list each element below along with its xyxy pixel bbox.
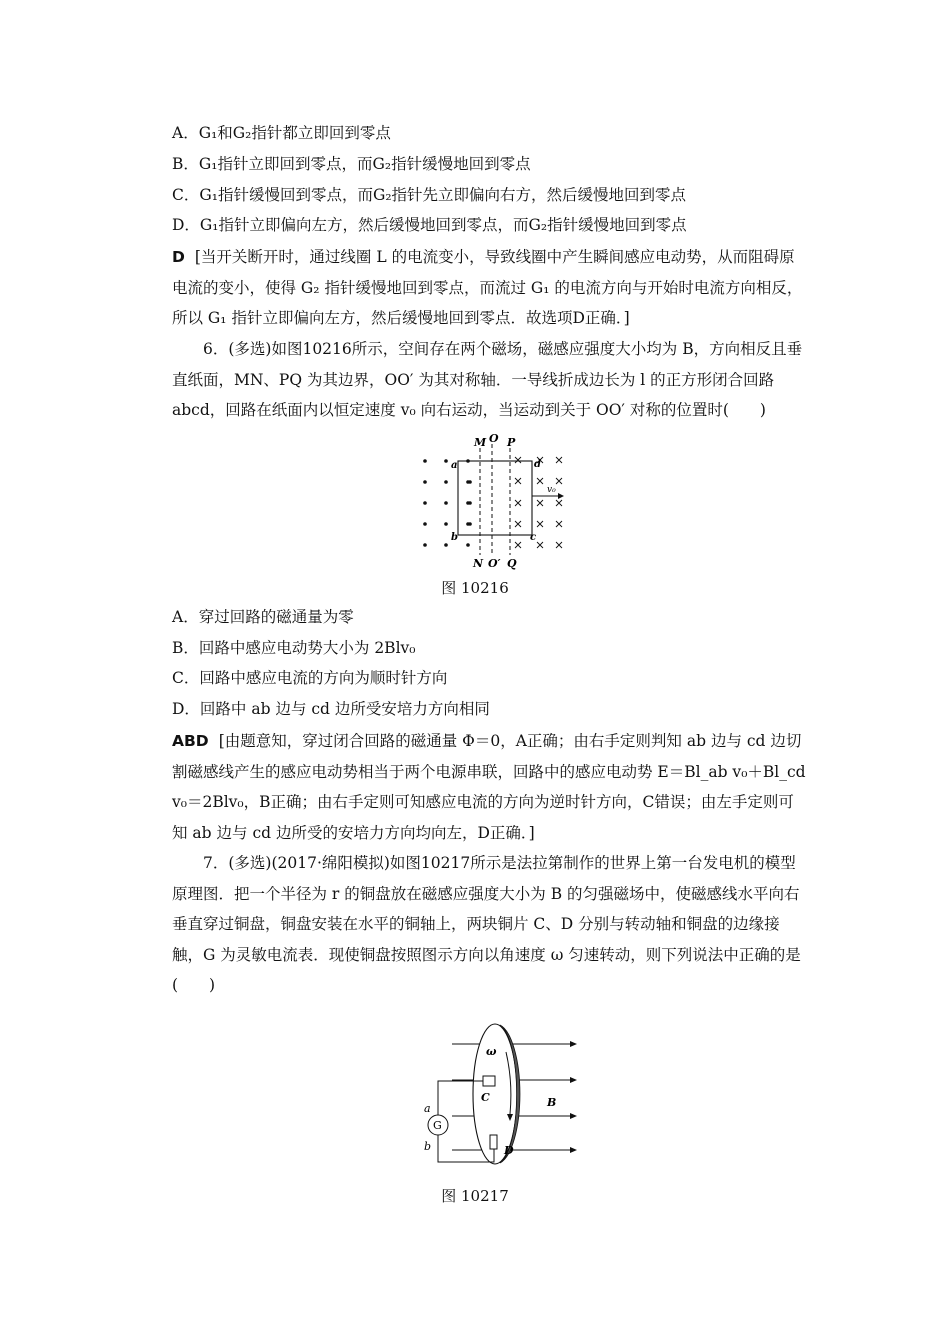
q6-option-d: D．回路中 ab 边与 cd 边所受安培力方向相同	[172, 700, 490, 718]
label-O: O	[489, 432, 499, 445]
label-C: C	[481, 1091, 490, 1104]
label-D: D	[504, 1144, 514, 1157]
figure-10216-caption: 图 10216	[441, 579, 509, 597]
q6-option-b: B．回路中感应电动势大小为 2Blv₀	[172, 639, 416, 657]
figure-10216	[410, 430, 580, 570]
dots-left	[423, 459, 470, 547]
figure-10217	[410, 1022, 590, 1172]
q7-stem: 7．(多选)(2017·绵阳模拟)如图10217所示是法拉第制作的世界上第一台发电机的模型原理图．把一个半径为 r 的铜盘放在磁感应强度大小为 B 的匀强磁场中，使磁感线水平向右垂直穿过铜盘，铜盘安装在水平的铜轴上，两块铜片 C、D 分别与转动轴和铜盘的边缘接触，G 为灵敏电流表．现使铜盘按照图示方向以角速度 ω 匀速转动，则下列说法中正确的是( )	[172, 854, 801, 994]
q6-option-a: A．穿过回路的磁通量为零	[172, 608, 354, 626]
label-d: d	[534, 459, 541, 470]
q5-option-a: A．G₁和G₂指针都立即回到零点	[172, 124, 391, 142]
label-a: a	[424, 1102, 431, 1115]
brush-c	[483, 1076, 495, 1086]
label-c: c	[530, 532, 537, 543]
q5-option-c: C．G₁指针缓慢回到零点，而G₂指针先立即偏向右方，然后缓慢地回到零点	[172, 186, 687, 204]
label-b: b	[451, 532, 458, 543]
label-Q: Q	[507, 557, 517, 570]
label-P: P	[507, 436, 516, 449]
q6-explanation: [由题意知，穿过闭合回路的磁通量 Φ＝0，A正确；由右手定则判知 ab 边与 cd 边切割磁感线产生的感应电动势相当于两个电源串联，回路中的感应电动势 E＝Bl_ab v₀＋Bl_cd v₀＝2Blv₀，B正确；由右手定则可知感应电流的方向为逆时针方向，C错误；由左手定则可知 ab 边与 cd 边所受的安培力方向均向左，D正确．]	[172, 732, 806, 842]
q5-option-d: D．G₁指针立即偏向左方，然后缓慢地回到零点，而G₂指针缓慢地回到零点	[172, 216, 687, 234]
label-M: M	[474, 436, 487, 449]
figure-10217-caption: 图 10217	[441, 1187, 509, 1205]
label-omega: ω	[486, 1045, 497, 1058]
label-B: B	[547, 1096, 557, 1109]
q5-option-b: B．G₁指针立即回到零点，而G₂指针缓慢地回到零点	[172, 155, 531, 173]
label-v: v₀	[547, 485, 556, 495]
q6-solution	[172, 726, 808, 848]
label-G: G	[433, 1119, 442, 1132]
label-N: N	[473, 557, 484, 570]
arrowhead	[558, 493, 564, 499]
q6-answer: ABD	[172, 732, 209, 750]
q6-option-c: C．回路中感应电流的方向为顺时针方向	[172, 669, 448, 687]
brush-d	[490, 1135, 497, 1149]
label-O-prime: O′	[488, 557, 501, 570]
dots-inside	[468, 480, 472, 526]
field-arrowheads	[570, 1041, 577, 1153]
label-a: a	[451, 460, 458, 471]
crosses-right	[515, 457, 562, 548]
q5-answer: D	[172, 248, 185, 266]
label-b: b	[424, 1140, 432, 1153]
q5-explanation: [当开关断开时，通过线圈 L 的电流变小，导致线圈中产生瞬间感应电动势，从而阻碍原电流的变小，使得 G₂ 指针缓慢地回到零点，而流过 G₁ 的电流方向与开始时电流方向相反，所以 G₁ 指针立即偏向左方，然后缓慢地回到零点．故选项D正确．]	[172, 248, 803, 327]
q6-stem: 6．(多选)如图10216所示，空间存在两个磁场，磁感应强度大小均为 B，方向相反且垂直纸面，MN、PQ 为其边界，OO′ 为其对称轴．一导线折成边长为 l 的正方形闭合回路 abcd，回路在纸面内以恒定速度 v₀ 向右运动，当运动到关于 OO′ 对称的位置时( )	[172, 340, 803, 419]
q5-solution	[172, 242, 808, 334]
